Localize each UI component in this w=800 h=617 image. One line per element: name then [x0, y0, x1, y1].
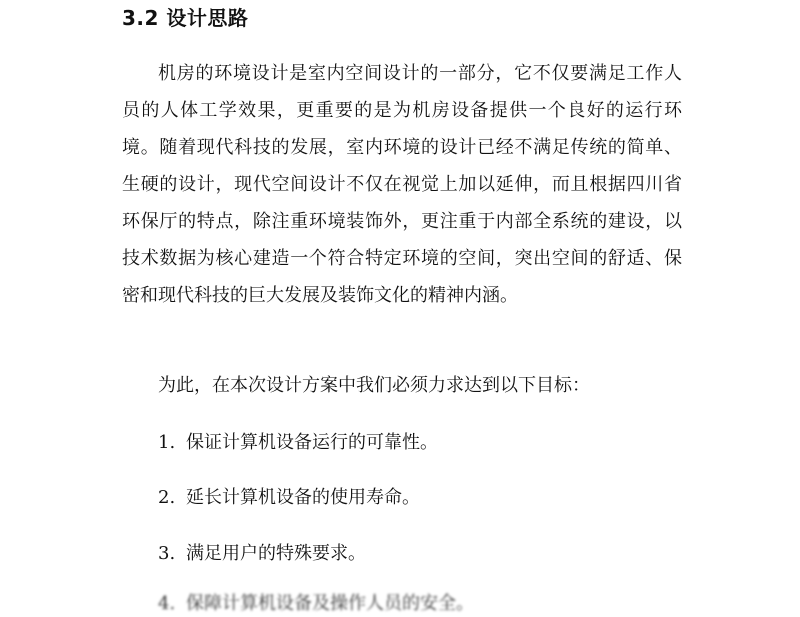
paragraph-line: 密和现代科技的巨大发展及装饰文化的精神内涵。 — [122, 285, 518, 306]
paragraph-line: 员的人体工学效果，更重要的是为机房设备提供一个良好的运行环 — [122, 100, 682, 121]
goal-text: 保证计算机设备运行的可靠性。 — [186, 432, 438, 453]
goals-intro: 为此，在本次设计方案中我们必须力求达到以下目标： — [158, 375, 590, 396]
goal-item — [158, 541, 366, 567]
paragraph-line: 机房的环境设计是室内空间设计的一部分，它不仅要满足工作人 — [158, 63, 682, 84]
section-heading: 3.2 设计思路 — [122, 6, 249, 30]
goal-item — [158, 485, 420, 511]
body-paragraph — [122, 55, 682, 314]
goal-number: 3. — [158, 543, 176, 564]
paragraph-line: 技术数据为核心建造一个符合特定环境的空间，突出空间的舒适、保 — [122, 248, 682, 269]
goal-text: 保障计算机设备及操作人员的安全。 — [186, 593, 474, 614]
paragraph-line: 生硬的设计，现代空间设计不仅在视觉上加以延伸，而且根据四川省 — [122, 174, 682, 195]
goal-text: 延长计算机设备的使用寿命。 — [186, 487, 420, 508]
paragraph-line: 境。随着现代科技的发展，室内环境的设计已经不满足传统的简单、 — [122, 137, 682, 158]
paragraph-line: 环保厅的特点，除注重环境装饰外，更注重于内部全系统的建设，以 — [122, 211, 682, 232]
goal-number: 1. — [158, 432, 176, 453]
goal-item-cut-off — [158, 591, 474, 617]
goal-item — [158, 430, 438, 456]
goal-text: 满足用户的特殊要求。 — [186, 543, 366, 564]
goal-number: 2. — [158, 487, 176, 508]
goal-number: 4. — [158, 593, 176, 614]
